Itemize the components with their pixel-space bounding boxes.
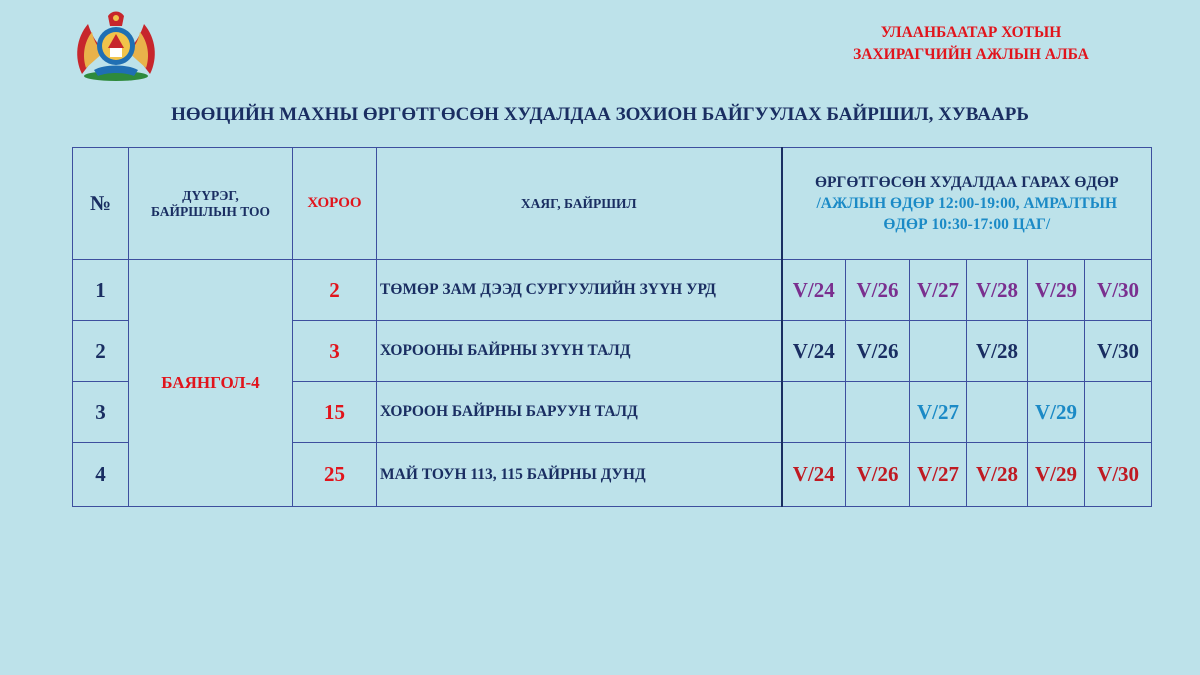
address-cell: ТӨМӨР ЗАМ ДЭЭД СУРГУУЛИЙН ЗҮҮН УРД [377,260,782,321]
address-cell: МАЙ ТОУН 113, 115 БАЙРНЫ ДУНД [377,443,782,507]
khoroo-cell: 25 [293,443,377,507]
date-cell [1085,382,1152,443]
header-number: № [73,148,129,260]
date-cell: V/27 [910,382,967,443]
schedule-table [72,147,1152,507]
date-cell: V/24 [782,260,846,321]
header-dates-line3: ӨДӨР 10:30-17:00 ЦАГ/ [883,216,1051,233]
header-address: ХАЯГ, БАЙРШИЛ [377,148,782,260]
khoroo-cell: 3 [293,321,377,382]
date-cell: V/30 [1085,321,1152,382]
date-cell: V/26 [846,443,910,507]
header-dates [782,148,1152,260]
date-cell: V/28 [967,443,1028,507]
header-district-line1: ДҮҮРЭГ, [182,187,239,203]
header-dates-line1: ӨРГӨТГӨСӨН ХУДАЛДАА ГАРАХ ӨДӨР [815,174,1119,191]
date-cell: V/30 [1085,260,1152,321]
date-cell: V/27 [910,260,967,321]
date-cell [846,382,910,443]
date-cell: V/29 [1028,260,1085,321]
table-row [73,260,1152,321]
date-cell [1028,321,1085,382]
date-cell: V/30 [1085,443,1152,507]
date-cell: V/28 [967,260,1028,321]
page-title: НӨӨЦИЙН МАХНЫ ӨРГӨТГӨСӨН ХУДАЛДАА ЗОХИОН БАЙГУУЛАХ БАЙРШИЛ, ХУВААРЬ [171,104,1029,125]
header-district-line2: БАЙРШЛЫН ТОО [150,203,271,219]
organization-name [806,22,1136,66]
table-header-row [73,148,1152,260]
address-cell: ХОРООНЫ БАЙРНЫ ЗҮҮН ТАЛД [377,321,782,382]
row-number: 1 [73,260,129,321]
date-cell: V/24 [782,443,846,507]
date-cell: V/27 [910,443,967,507]
date-cell: V/28 [967,321,1028,382]
district-cell: БАЯНГОЛ-4 [129,260,293,507]
row-number: 3 [73,382,129,443]
row-number: 4 [73,443,129,507]
date-cell [910,321,967,382]
header-district [129,148,293,260]
header-khoroo: ХОРОО [293,148,377,260]
date-cell [967,382,1028,443]
organization-line2: ЗАХИРАГЧИЙН АЖЛЫН АЛБА [853,46,1089,63]
mongolia-emblem-icon [68,8,164,84]
organization-line1: УЛААНБААТАР ХОТЫН [880,24,1062,41]
row-number: 2 [73,321,129,382]
khoroo-cell: 15 [293,382,377,443]
date-cell: V/24 [782,321,846,382]
date-cell: V/26 [846,321,910,382]
khoroo-cell: 2 [293,260,377,321]
date-cell [782,382,846,443]
date-cell: V/29 [1028,443,1085,507]
date-cell: V/29 [1028,382,1085,443]
date-cell: V/26 [846,260,910,321]
address-cell: ХОРООН БАЙРНЫ БАРУУН ТАЛД [377,382,782,443]
header-dates-line2: /АЖЛЫН ӨДӨР 12:00-19:00, АМРАЛТЫН [816,195,1118,212]
